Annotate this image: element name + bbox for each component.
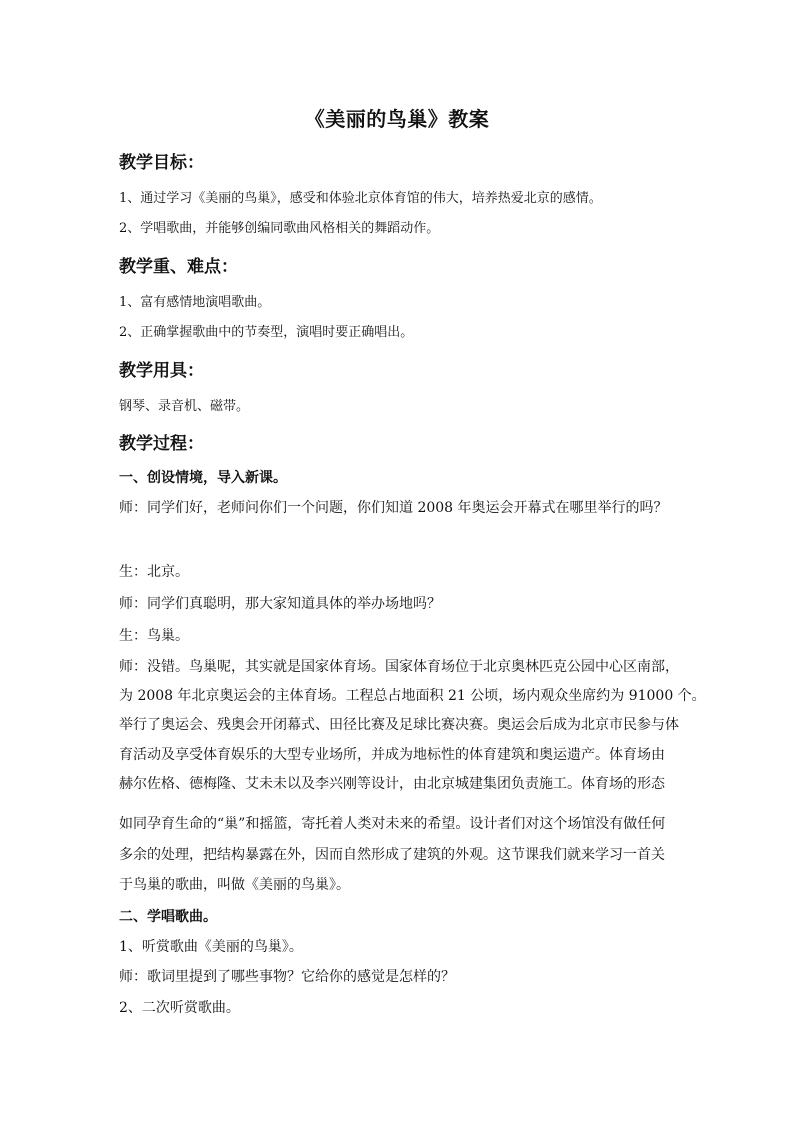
key-point-item: 2、正确掌握歌曲中的节奏型，演唱时要正确唱出。 bbox=[119, 325, 414, 340]
paragraph-line: 师：没错。鸟巢呢，其实就是国家体育场。国家体育场位于北京奥林匹克公园中心区南部， bbox=[119, 659, 679, 675]
objective-item: 2、学唱歌曲，并能够创编同歌曲风格相关的舞蹈动作。 bbox=[119, 221, 440, 236]
paragraph-line: 于鸟巢的歌曲，叫做《美丽的鸟巢》。 bbox=[119, 877, 350, 893]
materials-heading: 教学用具： bbox=[119, 361, 204, 381]
key-point-item: 1、富有感情地演唱歌曲。 bbox=[119, 295, 271, 310]
paragraph-line: 为 2008 年北京奥运会的主体育场。工程总占地面积 21 公顷，场内观众坐席约为 91000 个。 bbox=[119, 688, 706, 704]
paragraph-line: 多余的处理，把结构暴露在外，因而自然形成了建筑的外观。这节课我们就来学习一首关 bbox=[119, 847, 665, 863]
materials-text: 钢琴、录音机、磁带。 bbox=[119, 399, 250, 414]
part2-heading: 二、学唱歌曲。 bbox=[119, 909, 217, 925]
key-points-heading: 教学重、难点： bbox=[119, 257, 238, 277]
part1-heading: 一、创设情境，导入新课。 bbox=[119, 470, 287, 486]
objectives-heading: 教学目标： bbox=[119, 153, 204, 173]
dialogue-line: 师：同学们好，老师问你们一个问题，你们知道 2008 年奥运会开幕式在哪里举行的吗？ bbox=[119, 500, 668, 516]
objective-item: 1、通过学习《美丽的鸟巢》，感受和体验北京体育馆的伟大，培养热爱北京的感情。 bbox=[119, 191, 602, 206]
paragraph-line: 育活动及享受体育娱乐的大型专业场所，并成为地标性的体育建筑和奥运遗产。体育场由 bbox=[119, 747, 665, 763]
dialogue-line: 师：歌词里提到了哪些事物？它给你的感觉是怎样的？ bbox=[119, 969, 455, 985]
dialogue-line: 师：同学们真聪明，那大家知道具体的举办场地吗？ bbox=[119, 596, 441, 612]
dialogue-line: 生：北京。 bbox=[119, 564, 189, 580]
document-title: 《美丽的鸟巢》教案 bbox=[304, 107, 490, 131]
paragraph-line: 举行了奥运会、残奥会开闭幕式、田径比赛及足球比赛决赛。奥运会后成为北京市民参与体 bbox=[119, 717, 679, 733]
dialogue-line: 生：鸟巢。 bbox=[119, 628, 189, 644]
dialogue-line: 2、二次听赏歌曲。 bbox=[119, 1000, 240, 1016]
dialogue-line: 1、听赏歌曲《美丽的鸟巢》。 bbox=[119, 939, 303, 955]
paragraph-line: 赫尔佐格、德梅隆、艾未未以及李兴刚等设计，由北京城建集团负责施工。体育场的形态 bbox=[119, 776, 665, 792]
process-heading: 教学过程： bbox=[119, 434, 204, 454]
paragraph-line: 如同孕育生命的“巢”和摇篮，寄托着人类对未来的希望。设计者们对这个场馆没有做任何 bbox=[119, 816, 666, 832]
